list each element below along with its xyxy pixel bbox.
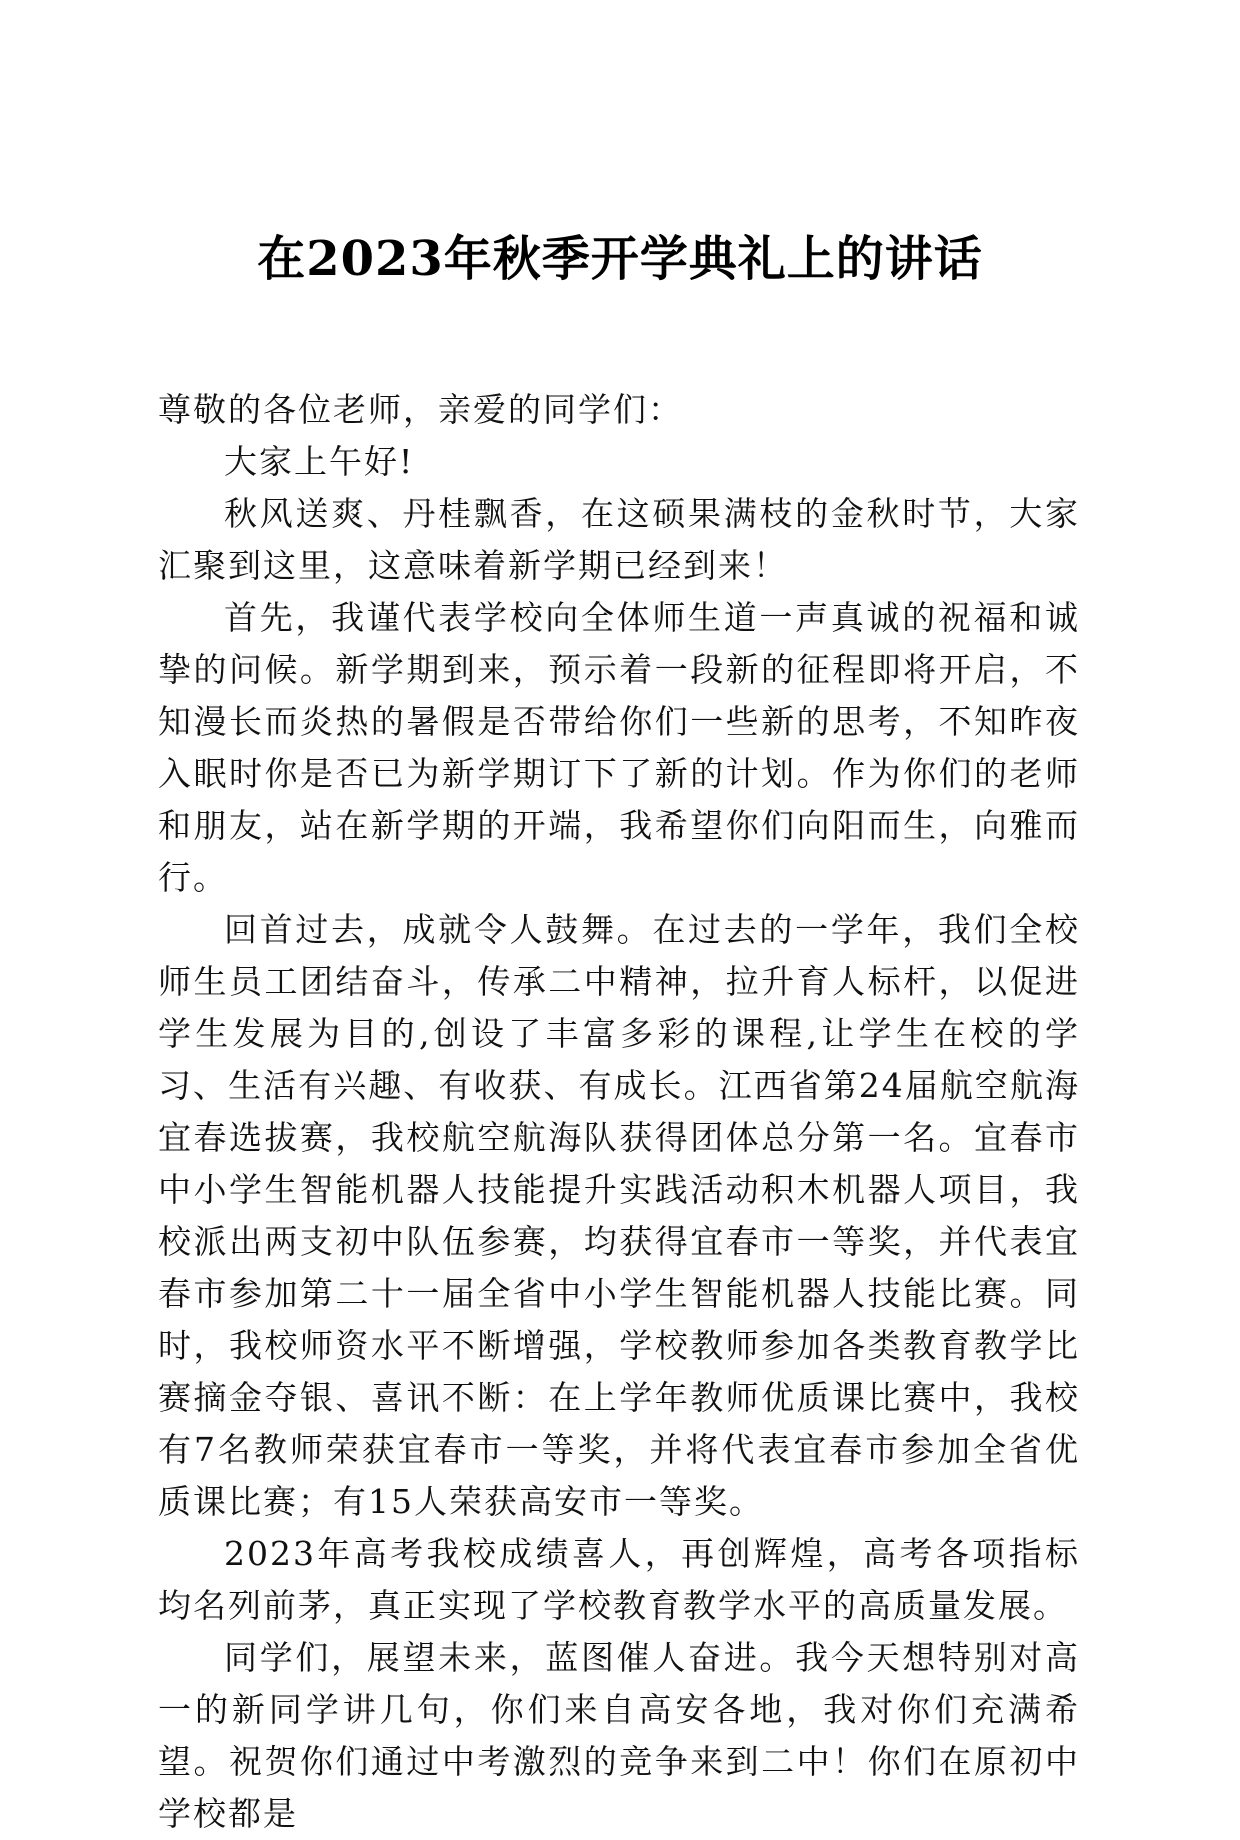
paragraph-wishes: 首先，我谨代表学校向全体师生道一声真诚的祝福和诚挚的问候。新学期到来，预示着一段新的征程即将开启，不知漫长而炎热的暑假是否带给你们一些新的思考，不知昨夜入眠时你是否已为新学期订下了新的计划。作为你们的老师和朋友，站在新学期的开端，我希望你们向阳而生，向雅而行。 [158, 598, 1080, 897]
salutation: 尊敬的各位老师，亲爱的同学们： [158, 390, 683, 429]
paragraph-opening: 秋风送爽、丹桂飘香，在这硕果满枝的金秋时节，大家汇聚到这里，这意味着新学期已经到来！ [158, 494, 1080, 585]
document-title: 在2023年秋季开学典礼上的讲话 [257, 231, 983, 287]
document-body [158, 384, 1080, 1840]
paragraph-outlook: 同学们，展望未来，蓝图催人奋进。我今天想特别对高一的新同学讲几句，你们来自高安各地，我对你们充满希望。祝贺你们通过中考激烈的竞争来到二中！你们在原初中学校都是 [158, 1638, 1080, 1833]
paragraph-gaokao: 2023年高考我校成绩喜人，再创辉煌，高考各项指标均名列前茅，真正实现了学校教育教学水平的高质量发展。 [158, 1534, 1080, 1625]
paragraph-achievements: 回首过去，成就令人鼓舞。在过去的一学年，我们全校师生员工团结奋斗，传承二中精神，拉升育人标杆，以促进学生发展为目的,创设了丰富多彩的课程,让学生在校的学习、生活有兴趣、有收获、有成长。江西省第24届航空航海宜春选拔赛，我校航空航海队获得团体总分第一名。宜春市中小学生智能机器人技能提升实践活动积木机器人项目，我校派出两支初中队伍参赛，均获得宜春市一等奖，并代表宜春市参加第二十一届全省中小学生智能机器人技能比赛。同时，我校师资水平不断增强，学校教师参加各类教育教学比赛摘金夺银、喜讯不断：在上学年教师优质课比赛中，我校有7名教师荣获宜春市一等奖，并将代表宜春市参加全省优质课比赛；有15人荣获高安市一等奖。 [158, 910, 1080, 1521]
paragraph-greeting: 大家上午好! [224, 442, 415, 481]
